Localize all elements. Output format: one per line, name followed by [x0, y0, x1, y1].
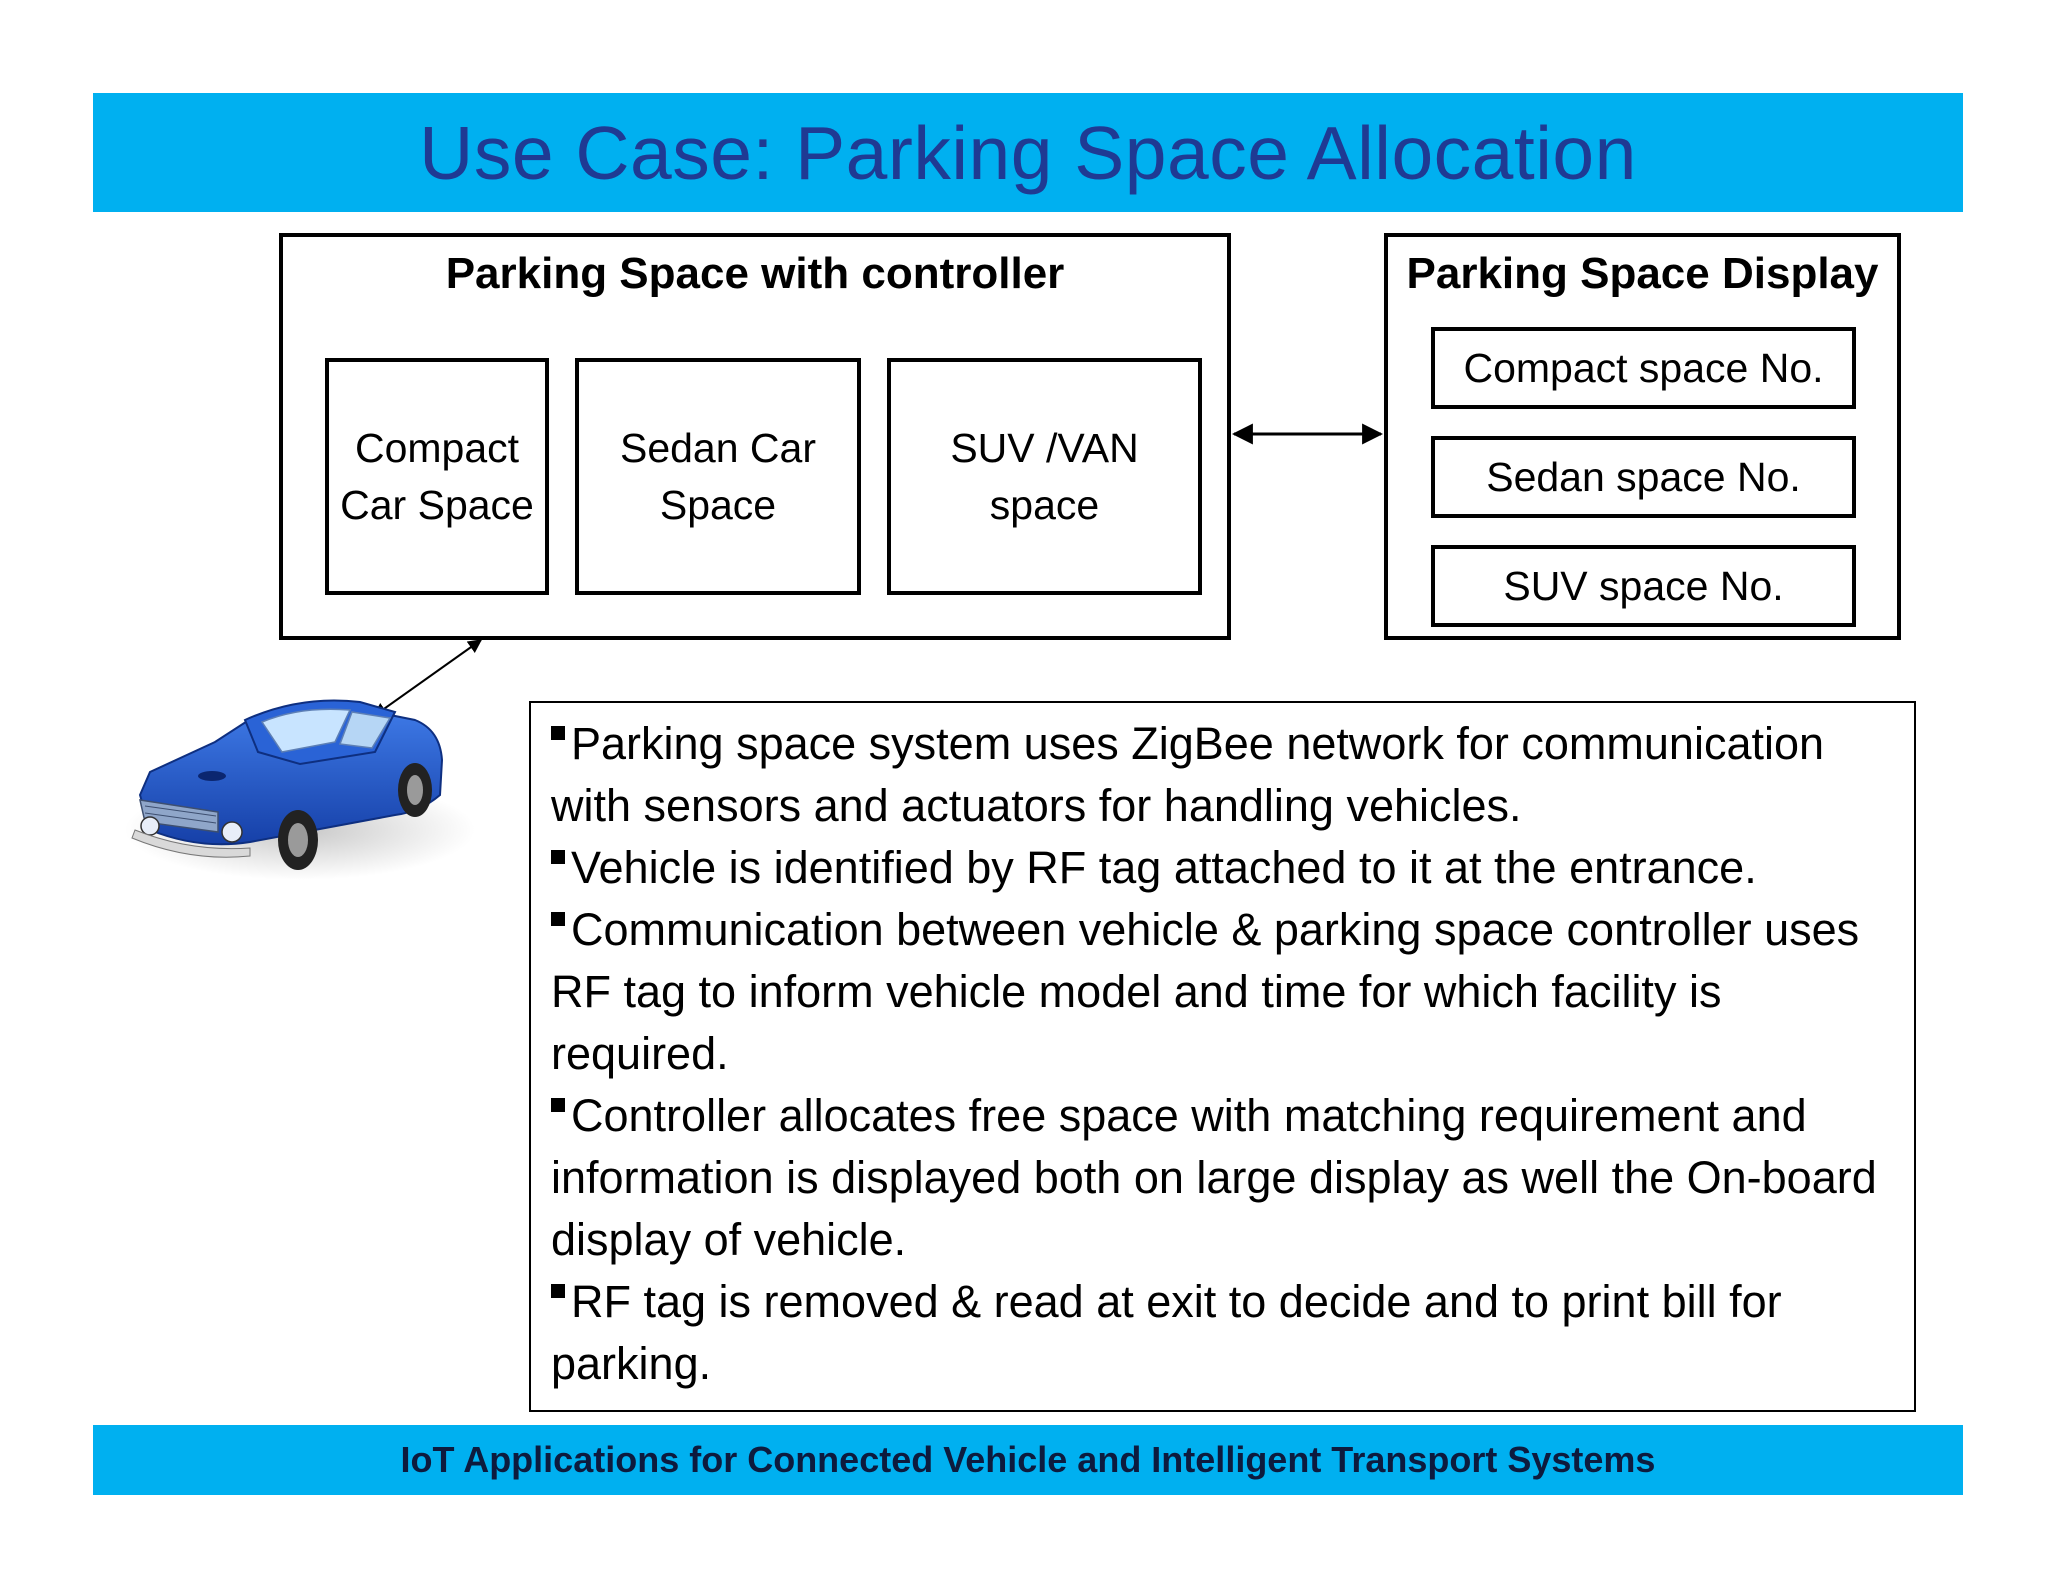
footer-banner [93, 1425, 1963, 1495]
bullet-item: Controller allocates free space with matching requirement and information is displayed both on large display as well the On-board display of vehicle. [551, 1090, 1877, 1265]
bullet-item: Parking space system uses ZigBee network for communication with sensors and actuators for handling vehicles. [551, 718, 1825, 831]
compact-space-display: Compact space No. [1431, 327, 1856, 409]
bullet-square-icon [551, 726, 565, 740]
description-box [529, 701, 1916, 1412]
bullet-square-icon [551, 850, 565, 864]
display-box-title: Parking Space Display [1406, 249, 1879, 298]
bullet-item: Vehicle is identified by RF tag attached to it at the entrance. [551, 837, 1900, 899]
car-icon [125, 700, 475, 880]
bullet-square-icon [551, 1098, 565, 1112]
bullet-square-icon [551, 912, 565, 926]
sedan-car-space: Sedan Car Space [575, 358, 861, 595]
bullet-item: Communication between vehicle & parking space controller uses RF tag to inform vehicle model and time for which facility is required. [551, 904, 1860, 1079]
controller-box-title: Parking Space with controller [445, 249, 1065, 298]
sedan-space-display: Sedan space No. [1431, 436, 1856, 518]
suv-space-display: SUV space No. [1431, 545, 1856, 627]
suv-van-space: SUV /VAN space [887, 358, 1202, 595]
car-controller-arrow [374, 640, 481, 716]
page-title: Use Case: Parking Space Allocation [419, 110, 1637, 195]
compact-car-space: Compact Car Space [325, 358, 549, 595]
bullet-square-icon [551, 1284, 565, 1298]
footer-text: IoT Applications for Connected Vehicle and Intelligent Transport Systems [400, 1439, 1656, 1480]
bullet-item: RF tag is removed & read at exit to decide and to print bill for parking. [551, 1276, 1782, 1389]
